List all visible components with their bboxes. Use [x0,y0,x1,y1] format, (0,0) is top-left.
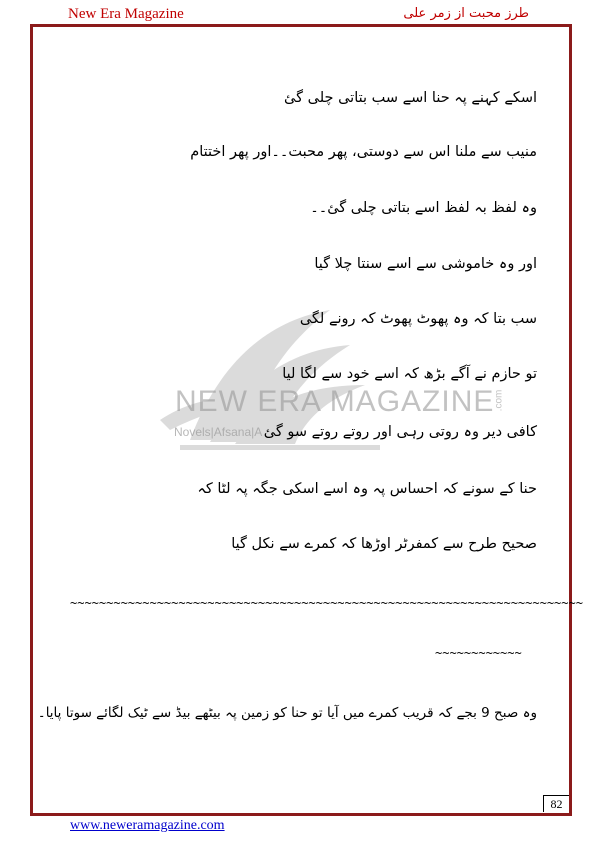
text-line-6: تو حازم نے آگے بڑھ کہ اسے خود سے لگا لیا [282,366,537,382]
text-line-4: اور وہ خاموشی سے اسے سنتا چلا گیا [314,256,537,272]
novel-title: طرز محبت از زمر علی [403,6,529,21]
watermark-title: NEW ERA MAGAZINE [175,385,495,418]
text-line-1: اسکے کہنے پہ حنا اسے سب بتاتی چلی گئ [284,90,537,106]
magazine-name: New Era Magazine [68,6,184,22]
footer-link[interactable]: www.neweramagazine.com [70,818,225,833]
watermark-side: .com [493,389,505,412]
text-line-8: حنا کے سونے کہ احساس پہ وہ اسے اسکی جگہ پہ لٹا کہ [197,481,537,497]
separator-long: ~~~~~~~~~~~~~~~~~~~~~~~~~~~~~~~~~~~~~~~~~~~~~~~~~~~~~~~~~~~~~~~~~~~~~~~ [70,596,583,610]
text-line-3: وہ لفظ بہ لفظ اسے بتاتی چلی گئ۔۔ [310,200,537,216]
text-line-7: کافی دیر وہ روتی رہی اور روتے روتے سو گئ [263,424,537,440]
closing-line: وہ صبح 9 بجے کہ قریب کمرے میں آیا تو حنا کو زمین پہ بیٹھے بیڈ سے ٹیک لگائے سوتا پایا۔ [37,705,537,721]
separator-short: ~~~~~~~~~~~~ [435,646,522,660]
text-line-9: صحیح طرح سے کمفرٹر اوڑھا کہ کمرے سے نکل گیا [231,536,537,552]
text-line-2: منیب سے ملنا اس سے دوستی، پھر محبت۔۔اور پھر اختتام [190,144,537,160]
watermark-subtitle: Novels|Afsana|A [174,425,263,439]
page-number: 82 [543,795,569,812]
text-line-5: سب بتا کہ وہ پھوٹ پھوٹ کہ رونے لگی [299,311,537,327]
